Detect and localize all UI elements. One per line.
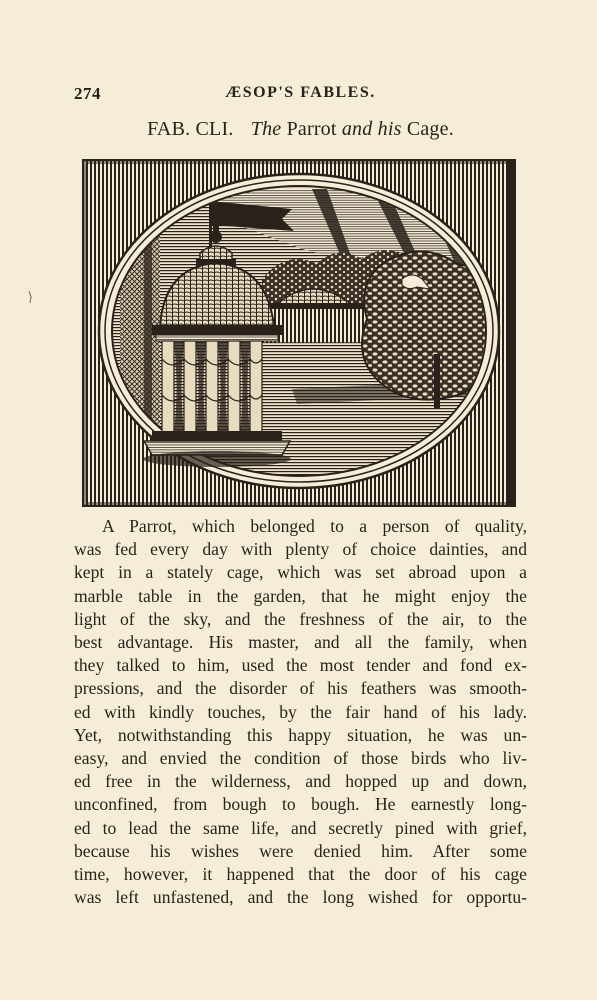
fable-title-word: Cage. (406, 118, 454, 140)
text-line: ed to lead the same life, and secretly pined with grief, (74, 817, 527, 838)
book-title: ÆSOP'S FABLES. (225, 84, 376, 101)
text-line: light of the sky, and the freshness of the air, to the (74, 608, 527, 629)
text-line: Yet, notwithstanding this happy situation, he was un- (74, 724, 527, 745)
woodcut-parrot-cage-illustration (82, 159, 516, 507)
text-line: because his wishes were denied him. After some (74, 840, 527, 861)
fable-title-word: and (341, 118, 373, 140)
text-line: best advantage. His master, and all the family, when (74, 632, 527, 653)
text-line: kept in a stately cage, which was set abroad upon a (74, 562, 527, 583)
text-line: time, however, it happened that the door of his cage (74, 864, 527, 885)
text-line: marble table in the garden, that he might enjoy the (74, 585, 527, 606)
text-line: ed with kindly touches, by the fair hand of his lady. (74, 701, 527, 722)
text-line: easy, and envied the condition of those birds who liv- (74, 748, 527, 769)
fable-title-word: his (377, 118, 402, 140)
fable-heading (74, 118, 527, 141)
fable-text (74, 515, 527, 909)
fable-number: FAB. CLI. (147, 118, 234, 140)
running-head (74, 84, 527, 108)
text-line: they talked to him, used the most tender and fond ex- (74, 655, 527, 676)
paper-speck (28, 290, 34, 304)
text-line: ed free in the wilderness, and hopped up and down, (74, 771, 527, 792)
text-line: was left unfastened, and the long wished for opportu- (74, 887, 527, 908)
text-line: was fed every day with plenty of choice dainties, and (74, 539, 527, 560)
fable-title-word: Parrot (286, 118, 337, 140)
text-line: A Parrot, which belonged to a person of quality, (102, 516, 527, 536)
page-number: 274 (74, 84, 101, 103)
text-line: pressions, and the disorder of his feathers was smooth- (74, 678, 527, 699)
text-line: unconfined, from bough to bough. He earnestly long- (74, 794, 527, 815)
fable-title-word: The (250, 118, 282, 140)
